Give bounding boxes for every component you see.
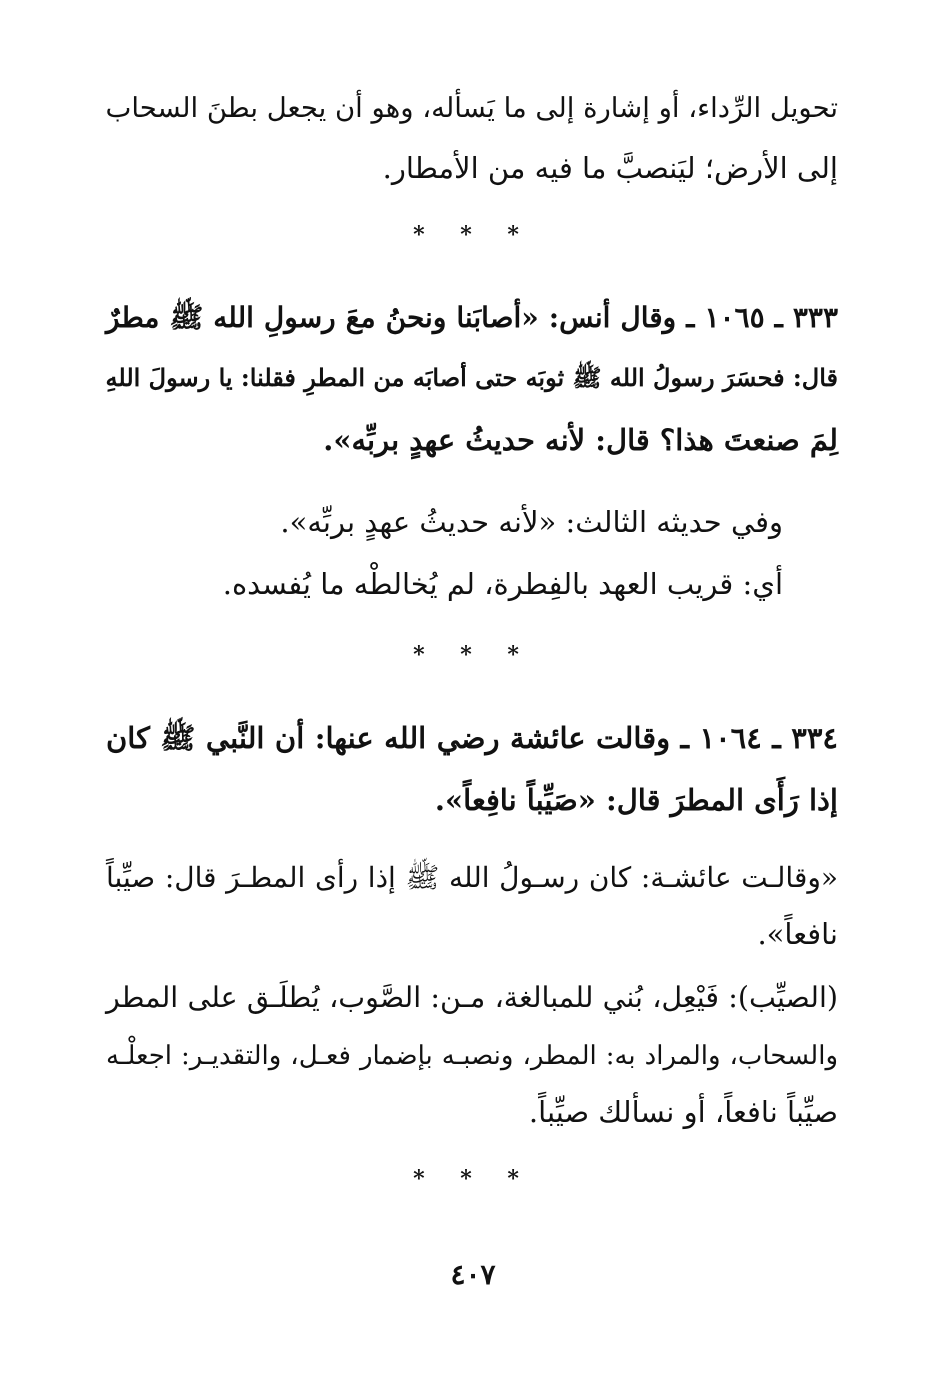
- hadith-333-line-2: قال: فحسَرَ رسولُ الله ﷺ ثوبَه حتى أصابَه من المطرِ فقلنا: يا رسولَ اللهِ: [105, 363, 838, 392]
- hadith-333-line-3: لِمَ صنعتَ هذا؟ قال: لأنه حديثُ عهدٍ بربِّه».: [323, 423, 838, 457]
- hadith-334-quote-line-2: نافعاً».: [757, 917, 838, 951]
- section-separator: * * *: [413, 222, 533, 248]
- hadith-333-note-1: وفي حديثه الثالث: «لأنه حديثُ عهدٍ بربِّه».: [280, 505, 783, 539]
- hadith-333-note-2: أي: قريب العهد بالفِطرة، لم يُخالطْه ما يُفسده.: [222, 567, 783, 601]
- hadith-334-line-2: إذا رَأَى المطرَ قال: «صَيِّباً نافِعاً».: [434, 783, 838, 817]
- intro-line-1: تحويل الرِّداء، أو إشارة إلى ما يَسأله، وهو أن يجعل بطنَ السحاب: [105, 92, 838, 124]
- explanation-line-2: والسحاب، والمراد به: المطر، ونصبـه بإضمار فعـل، والتقديـر: اجعلْـه: [106, 1041, 838, 1071]
- hadith-333-line-1: ٣٣٣ ـ ١٠٦٥ ـ وقال أنس: «أصابَنا ونحنُ معَ رسولِ الله ﷺ مطرٌ: [106, 301, 839, 334]
- explanation-line-3: صيِّباً نافعاً، أو نسألك صيِّباً.: [528, 1095, 838, 1129]
- section-separator: * * *: [413, 1166, 533, 1192]
- page-number: ٤٠٧: [450, 1258, 496, 1291]
- hadith-334-quote-line-1: «وقالـت عائشـة: كان رسـولُ الله ﷺ إذا رأى المطـرَ قال: صيِّباً: [106, 861, 838, 894]
- hadith-334-line-1: ٣٣٤ ـ ١٠٦٤ ـ وقالت عائشة رضي الله عنها: أن النَّبي ﷺ كان: [106, 721, 838, 755]
- section-separator: * * *: [413, 642, 533, 668]
- explanation-line-1: (الصيِّب): فَيْعِل، بُني للمبالغة، مـن: الصَّوب، يُطلَـق على المطر: [106, 981, 838, 1014]
- intro-line-2: إلى الأرض؛ ليَنصبَّ ما فيه من الأمطار.: [382, 151, 838, 185]
